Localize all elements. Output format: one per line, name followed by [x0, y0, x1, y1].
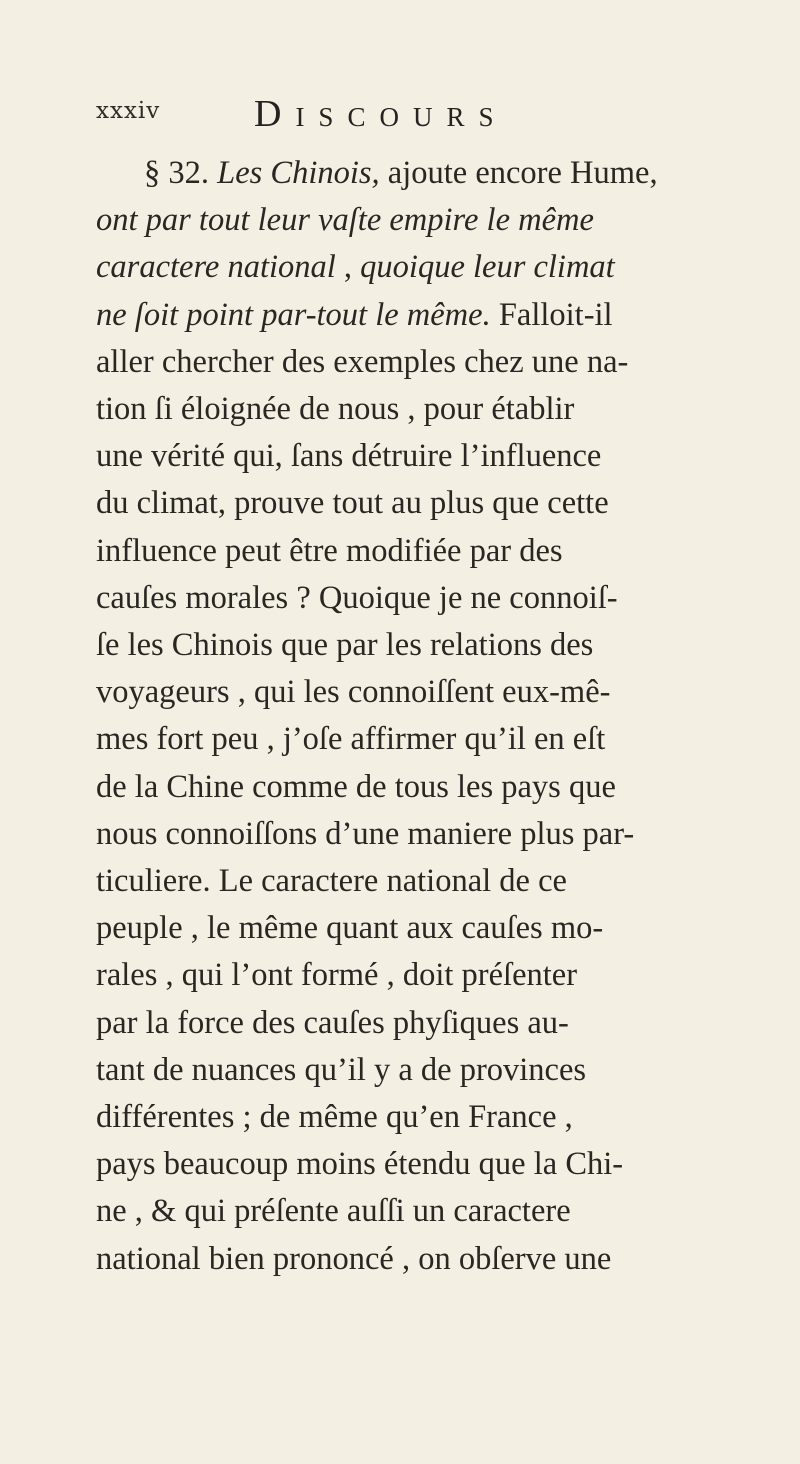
- body-text: [96, 150, 786, 1283]
- text-line: [96, 811, 786, 858]
- text-segment: différentes ; de même qu’en France ,: [96, 1099, 573, 1136]
- text-line: [96, 622, 786, 669]
- text-segment: ,: [335, 249, 361, 286]
- text-line: [96, 858, 786, 905]
- text-segment: national bien prononcé , on obſerve une: [96, 1240, 612, 1277]
- text-line: [96, 433, 786, 480]
- text-line: [96, 1141, 786, 1188]
- text-segment: nous connoiſſons d’une maniere plus par-: [96, 815, 635, 852]
- text-line: [96, 716, 786, 763]
- text-line: [96, 1236, 786, 1283]
- text-line: [96, 952, 786, 999]
- text-line: [96, 1094, 786, 1141]
- text-segment: ne , & qui préſente auſſi un caractere: [96, 1193, 571, 1230]
- text-segment: ſe les Chinois que par les relations des: [96, 627, 594, 664]
- text-line: [96, 1000, 786, 1047]
- text-segment: pays beaucoup moins étendu que la Chi-: [96, 1146, 624, 1183]
- text-segment: une vérité qui, ſans détruire l’influence: [96, 438, 602, 475]
- text-segment: aller chercher des exemples chez une na-: [96, 343, 629, 380]
- text-line: [96, 575, 786, 622]
- text-line: [96, 244, 786, 291]
- text-line: [96, 339, 786, 386]
- italic-segment: quoique leur climat: [360, 249, 615, 286]
- text-segment: de la Chine comme de tous les pays que: [96, 768, 616, 805]
- italic-segment: caractere national: [96, 249, 336, 286]
- text-segment: du climat, prouve tout au plus que cette: [96, 485, 609, 522]
- text-line: [96, 480, 786, 527]
- text-segment: rales , qui l’ont formé , doit préſenter: [96, 957, 578, 994]
- text-segment: mes fort peu , j’oſe affirmer qu’il en eſt: [96, 721, 606, 758]
- italic-segment: Les Chinois,: [217, 155, 380, 191]
- text-line: [96, 528, 786, 575]
- text-segment: peuple , le même quant aux cauſes mo-: [96, 910, 604, 947]
- page-header: [96, 92, 636, 135]
- page-number: xxxiv: [96, 98, 161, 124]
- text-segment: voyageurs , qui les connoiſſent eux-mê-: [96, 674, 611, 711]
- text-segment: tion ſi éloignée de nous , pour établir: [96, 391, 575, 428]
- italic-segment: ont par tout leur vaſte empire le même: [96, 202, 594, 239]
- text-line: [96, 905, 786, 952]
- text-line: [96, 1047, 786, 1094]
- text-line: [96, 764, 786, 811]
- text-line: [96, 1188, 786, 1235]
- text-segment: par la force des cauſes phyſiques au-: [96, 1004, 569, 1041]
- text-segment: tant de nuances qu’il y a de provinces: [96, 1051, 587, 1088]
- text-line: [96, 292, 786, 339]
- text-segment: ajoute encore Hume,: [379, 155, 658, 191]
- text-line: [96, 386, 786, 433]
- text-line: [96, 669, 786, 716]
- text-segment: cauſes morales ? Quoique je ne connoiſ-: [96, 579, 618, 616]
- text-segment: Falloit-il: [490, 296, 613, 333]
- text-segment: § 32.: [144, 155, 218, 191]
- text-segment: ticuliere. Le caractere national de ce: [96, 863, 567, 900]
- text-line: [96, 150, 786, 197]
- text-segment: influence peut être modifiée par des: [96, 532, 563, 569]
- italic-segment: ne ſoit point par-tout le même.: [96, 296, 491, 333]
- running-head: Discours: [254, 93, 508, 135]
- text-line: [96, 197, 786, 244]
